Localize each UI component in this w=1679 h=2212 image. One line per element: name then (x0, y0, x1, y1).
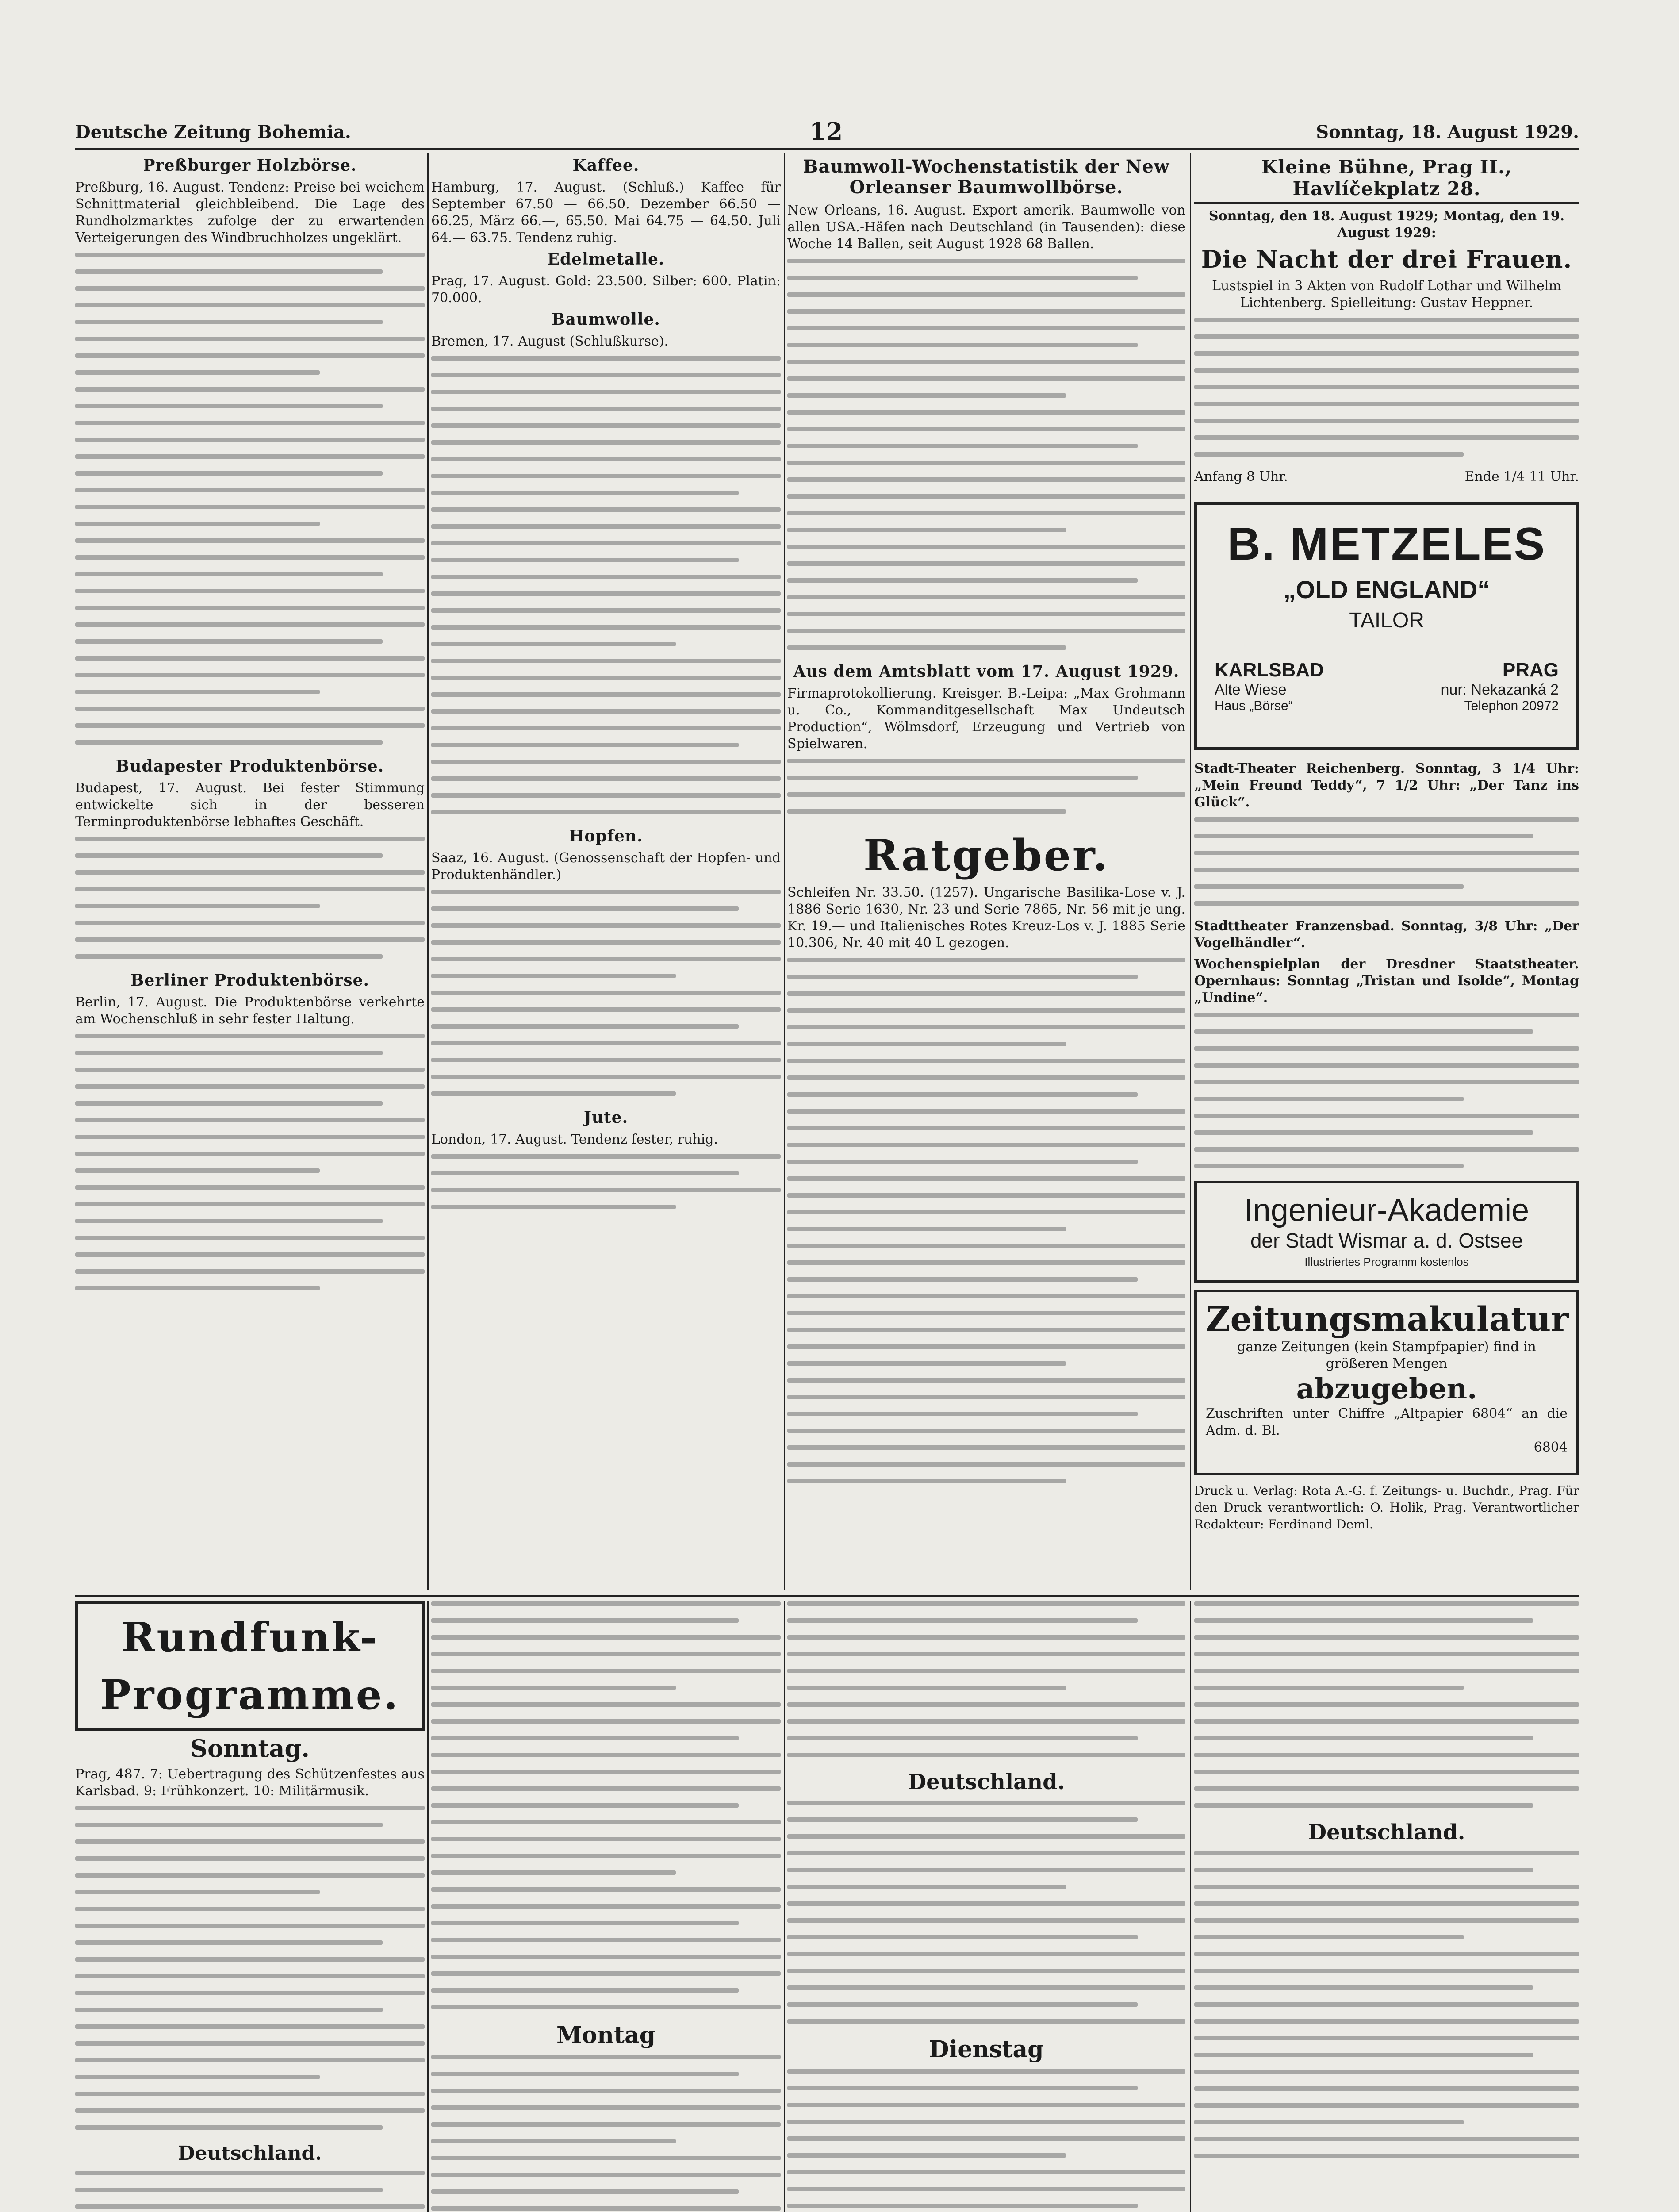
ratgeber-title: Ratgeber. (863, 830, 1110, 880)
radio-title: Rundfunk-Programme. (100, 1613, 400, 1719)
academy-note: Illustriertes Programm kostenlos (1304, 1255, 1469, 1268)
radio-column-4 (1194, 1601, 1579, 2212)
section-heading: Hopfen. (569, 827, 643, 845)
theater-times (1194, 469, 1579, 484)
radio-day-sunday: Sonntag. (190, 1734, 310, 1763)
text-block (1194, 1013, 1579, 1168)
article-text: London, 17. August. Tendenz fester, ruhig. (431, 1132, 718, 1147)
section-heading: Baumwoll-Wochenstatistik der New Orleanser Baumwollbörse. (803, 156, 1170, 198)
text-block (787, 759, 1185, 814)
franzensbad-listing: Stadttheater Franzensbad. Sonntag, 3/8 Uhr: „Der Vogelhändler“. (1194, 918, 1579, 951)
column-3 (787, 153, 1185, 1590)
section-heading: Kaffee. (572, 156, 640, 175)
text-block (1194, 817, 1579, 906)
radio-column-1 (75, 1601, 425, 2212)
theater-dates: Sonntag, den 18. August 1929; Montag, den 19. August 1929: (1208, 208, 1565, 241)
article-text: Prag, 17. August. Gold: 23.500. Silber: 600. Platin: 70.000. (431, 273, 781, 306)
article-text: Budapest, 17. August. Bei fester Stimmung entwickelte sich in der besseren Terminproduktenbörse lebhaftes Geschäft. (75, 780, 425, 830)
academy-advertisement (1194, 1181, 1579, 1283)
text-block (75, 837, 425, 959)
ad-slogan: „OLD ENGLAND“ (1283, 576, 1490, 603)
cast-list (1194, 318, 1579, 457)
radio-region-germany: Deutschland. (178, 2142, 322, 2165)
makulatur-action: abzugeben. (1296, 1372, 1477, 1406)
radio-title-box (75, 1601, 425, 1731)
theater-play: Die Nacht der drei Frauen. (1201, 245, 1572, 273)
header-rule (75, 148, 1579, 150)
issue-date: Sonntag, 18. August 1929. (1316, 122, 1579, 142)
page-number: 12 (809, 117, 843, 146)
text-block (75, 1806, 425, 2130)
text-block (431, 2055, 781, 2212)
article-text: Schleifen Nr. 33.50. (1257). Ungarische Basilika-Lose v. J. 1886 Serie 1630, Nr. 23 und Serie 7865, Nr. 56 mit je ung. Kr. 19.— und Italienisches Rotes Kreuz-Los v. J. 1885 Serie 10.306, Nr. 40 mit 40 L gezogen. (787, 885, 1185, 951)
academy-subtitle: der Stadt Wismar a. d. Ostsee (1250, 1229, 1523, 1252)
text-block (787, 958, 1185, 1483)
section-rule (75, 1595, 1579, 1597)
column-divider (427, 153, 429, 1590)
text-block (75, 253, 425, 745)
ad-trade: TAILOR (1349, 609, 1424, 632)
text-block (75, 2171, 425, 2212)
text-block (787, 259, 1185, 650)
column-divider (784, 153, 785, 1590)
price-table (431, 356, 781, 814)
article-text: Preßburg, 16. August. Tendenz: Preise bei weichem Schnittmaterial gleichbleibend. Die Lage des Rundholzmarktes zufolge der zu erwartenden Verteigerungen des Windbruchholzes ungeklärt. (75, 180, 425, 246)
radio-column-2 (431, 1601, 781, 2212)
radio-day-tuesday: Dienstag (929, 2036, 1044, 2063)
makulatur-code: 6804 (1533, 1440, 1568, 1455)
makulatur-contact: Zuschriften unter Chiffre „Altpapier 6804“ an die Adm. d. Bl. (1206, 1406, 1568, 1438)
column-divider (784, 1601, 785, 2212)
text-block (431, 890, 781, 1096)
column-divider (1190, 153, 1191, 1590)
ad-company-name: B. METZELES (1227, 518, 1546, 570)
text-block (1194, 1851, 1579, 2158)
academy-title: Ingenieur-Akademie (1244, 1193, 1530, 1228)
column-divider (427, 1601, 429, 2212)
section-heading: Baumwolle. (552, 310, 660, 329)
text-block (787, 1601, 1185, 1757)
makulatur-advertisement (1194, 1290, 1579, 1475)
text-block (1194, 1601, 1579, 1808)
section-heading: Edelmetalle. (547, 250, 665, 269)
article-text: Saaz, 16. August. (Genossenschaft der Hopfen- und Produktenhändler.) (431, 850, 781, 883)
text-block (787, 1801, 1185, 2024)
radio-region-germany: Deutschland. (908, 1770, 1065, 1794)
text-block (75, 1034, 425, 1290)
column-2 (431, 153, 781, 1590)
radio-intro: Prag, 487. 7: Uebertragung des Schützenfestes aus Karlsbad. 9: Frühkonzert. 10: Militärmusik. (75, 1767, 425, 1799)
start-time: Anfang 8 Uhr. (1194, 469, 1288, 484)
radio-day-monday: Montag (556, 2022, 656, 2049)
text-block (431, 1601, 781, 2009)
section-heading: Berliner Produktenbörse. (130, 971, 370, 990)
theater-details: Lustspiel in 3 Akten von Rudolf Lothar und Wilhelm Lichtenberg. Spielleitung: Gustav Heppner. (1212, 278, 1561, 311)
metzeles-advertisement (1194, 502, 1579, 750)
ad-address-prag: PRAG nur: Nekazanká 2 Telephon 20972 (1441, 659, 1559, 713)
article-text: Firmaprotokollierung. Kreisger. B.-Leipa: „Max Grohmann u. Co., Kommanditgesellschaft Max Undeutsch Production“, Wölmsdorf, Erzeugung und Vertrieb von Spielwaren. (787, 686, 1185, 752)
theater-title: Kleine Bühne, Prag II., Havlíčekplatz 28. (1194, 156, 1579, 204)
article-text: Bremen, 17. August (Schlußkurse). (431, 334, 669, 349)
end-time: Ende 1/4 11 Uhr. (1464, 469, 1579, 484)
column-divider (1190, 1601, 1191, 2212)
imprint: Druck u. Verlag: Rota A.-G. f. Zeitungs- u. Buchdr., Prag. Für den Druck verantwortlich: O. Holik, Prag. Verantwortlicher Redakteur: Ferdinand Deml. (1194, 1483, 1579, 1532)
article-text: Berlin, 17. August. Die Produktenbörse verkehrte am Wochenschluß in sehr fester Haltung. (75, 995, 425, 1027)
article-text: New Orleans, 16. August. Export amerik. Baumwolle von allen USA.-Häfen nach Deutschland (in Tausenden): diese Woche 14 Ballen, seit August 1928 68 Ballen. (787, 203, 1185, 252)
makulatur-text: ganze Zeitungen (kein Stampfpapier) find in größeren Mengen (1237, 1339, 1536, 1371)
section-heading: Preßburger Holzbörse. (143, 156, 357, 175)
newspaper-name: Deutsche Zeitung Bohemia. (75, 122, 351, 142)
stadttheater-listing: Stadt-Theater Reichenberg. Sonntag, 3 1/4 Uhr: „Mein Freund Teddy“, 7 1/2 Uhr: „Der Tanz ins Glück“. (1194, 761, 1579, 810)
radio-region-germany: Deutschland. (1308, 1820, 1465, 1845)
ad-addresses (1206, 659, 1568, 714)
section-heading: Budapester Produktenbörse. (115, 757, 384, 776)
section-heading: Jute. (583, 1108, 629, 1127)
section-heading: Aus dem Amtsblatt vom 17. August 1929. (793, 662, 1180, 681)
makulatur-title: Zeitungsmakulatur (1206, 1299, 1569, 1339)
column-1 (75, 153, 425, 1590)
ad-address-karlsbad: KARLSBAD Alte Wiese Haus „Börse“ (1215, 659, 1324, 713)
text-block (431, 1154, 781, 1209)
radio-column-3 (787, 1601, 1185, 2212)
article-text: Hamburg, 17. August. (Schluß.) Kaffee für September 67.50 — 66.50. Dezember 66.50 — 66.25, März 66.—, 65.50. Mai 64.75 — 64.50. Juli 64.— 63.75. Tendenz ruhig. (431, 180, 781, 246)
dresden-listing: Wochenspielplan der Dresdner Staatstheater. Opernhaus: Sonntag „Tristan und Isolde“, Montag „Undine“. (1194, 956, 1579, 1006)
page-header (75, 117, 1579, 148)
text-block (787, 2069, 1185, 2212)
column-4 (1194, 153, 1579, 1590)
